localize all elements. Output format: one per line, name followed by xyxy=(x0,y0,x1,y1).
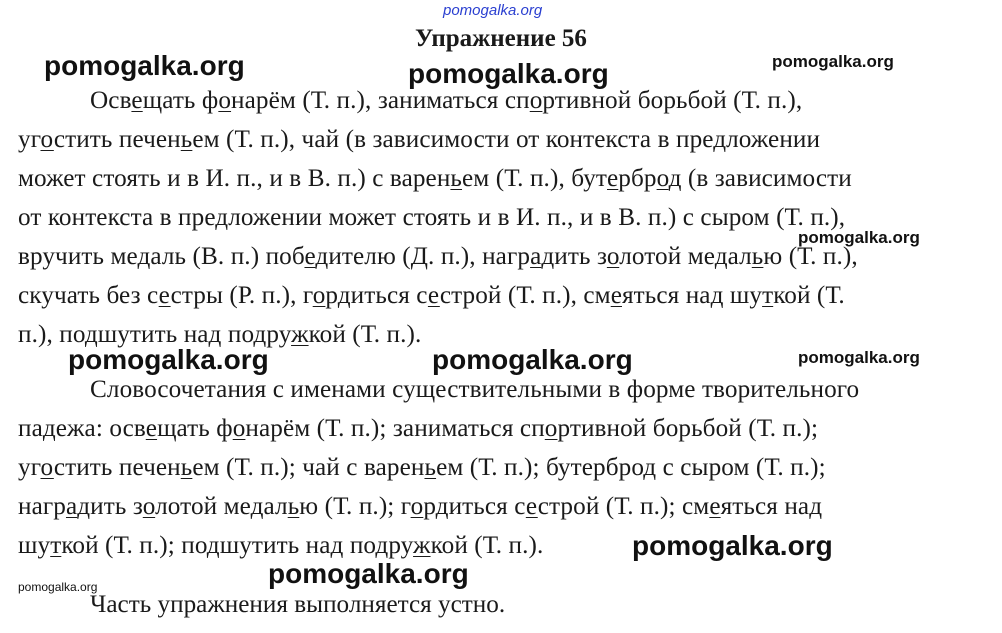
underlined-letter: т xyxy=(762,282,774,309)
watermark-top: pomogalka.org xyxy=(443,2,543,19)
watermark: pomogalka.org xyxy=(798,228,920,247)
text-line: Словосочетания с именами существительными в форме творительного xyxy=(90,376,860,403)
underlined-letter: е xyxy=(709,493,721,520)
watermark: pomogalka.org xyxy=(798,348,920,367)
paragraph-1 xyxy=(18,81,984,354)
watermark: pomogalka.org xyxy=(268,558,469,589)
underlined-letter: ь xyxy=(180,454,193,481)
underlined-letter: ж xyxy=(291,321,309,348)
text-line: Освещать фонарём (Т. п.), заниматься спортивной борьбой (Т. п.), xyxy=(90,87,803,114)
watermark: pomogalka.org xyxy=(68,344,269,375)
exercise-title: Упражнение 56 xyxy=(415,25,587,52)
underlined-letter: е xyxy=(158,282,171,309)
underlined-letter: о xyxy=(656,165,669,192)
underlined-letter: д xyxy=(84,321,98,348)
underlined-letter: о xyxy=(312,282,326,309)
watermark: pomogalka.org xyxy=(432,344,633,375)
underlined-letter: ж xyxy=(413,532,431,559)
underlined-letter: т xyxy=(50,532,62,559)
closing-line: Часть упражнения выполняется устно. xyxy=(90,591,506,618)
text-line: скучать без сестры (Р. п.), гордиться сестрой (Т. п.), смеяться над шуткой (Т. xyxy=(18,282,845,309)
underlined-letter: о xyxy=(142,493,156,520)
text-line: может стоять и в И. п., и в В. п.) с вареньем (Т. п.), бутерброд (в зависимости xyxy=(18,165,852,192)
underlined-letter: ь xyxy=(450,165,463,192)
underlined-letter: о xyxy=(410,493,424,520)
underlined-letter: о xyxy=(40,454,54,481)
watermark: pomogalka.org xyxy=(18,580,98,594)
underlined-letter: о xyxy=(232,415,246,442)
underlined-letter: е xyxy=(610,282,622,309)
underlined-letter: а xyxy=(65,493,78,520)
underlined-letter: о xyxy=(529,87,543,114)
watermark: pomogalka.org xyxy=(44,50,245,81)
underlined-letter: о xyxy=(218,87,232,114)
underlined-letter: о xyxy=(544,415,558,442)
underlined-letter: е xyxy=(304,243,316,270)
underlined-letter: ь xyxy=(180,126,193,153)
text-line: падежа: освещать фонарём (Т. п.); заниматься спортивной борьбой (Т. п.); xyxy=(18,415,819,442)
watermark: pomogalka.org xyxy=(632,530,833,561)
underlined-letter: ь xyxy=(751,243,764,270)
text-line: п.), подшутить над подружкой (Т. п.). xyxy=(18,321,422,348)
underlined-letter: а xyxy=(530,243,542,270)
underlined-letter: о xyxy=(40,126,54,153)
text-line: угостить печеньем (Т. п.), чай (в зависимости от контекста в предложении xyxy=(18,126,821,153)
text-line: от контекста в предложении может стоять и в И. п., и в В. п.) с сыром (Т. п.), xyxy=(18,204,846,231)
watermark: pomogalka.org xyxy=(772,52,894,71)
text-line: угостить печеньем (Т. п.); чай с вареньем (Т. п.); бутерброд с сыром (Т. п.); xyxy=(18,454,826,481)
paragraph-2 xyxy=(18,370,984,565)
underlined-letter: е xyxy=(607,165,619,192)
underlined-letter: д xyxy=(206,532,220,559)
underlined-letter: ь xyxy=(424,454,437,481)
text-line: наградить золотой медалью (Т. п.); гордиться сестрой (Т. п.); смеяться над xyxy=(18,493,823,520)
underlined-letter: е xyxy=(145,415,158,442)
underlined-letter: е xyxy=(427,282,440,309)
text-line: шуткой (Т. п.); подшутить над подружкой (Т. п.). xyxy=(18,532,544,559)
underlined-letter: ь xyxy=(287,493,300,520)
watermark: pomogalka.org xyxy=(408,58,609,89)
text-line: вручить медаль (В. п.) победителю (Д. п.), наградить золотой медалью (Т. п.), xyxy=(18,243,858,270)
underlined-letter: о xyxy=(606,243,620,270)
underlined-letter: е xyxy=(525,493,538,520)
underlined-letter: е xyxy=(131,87,143,114)
